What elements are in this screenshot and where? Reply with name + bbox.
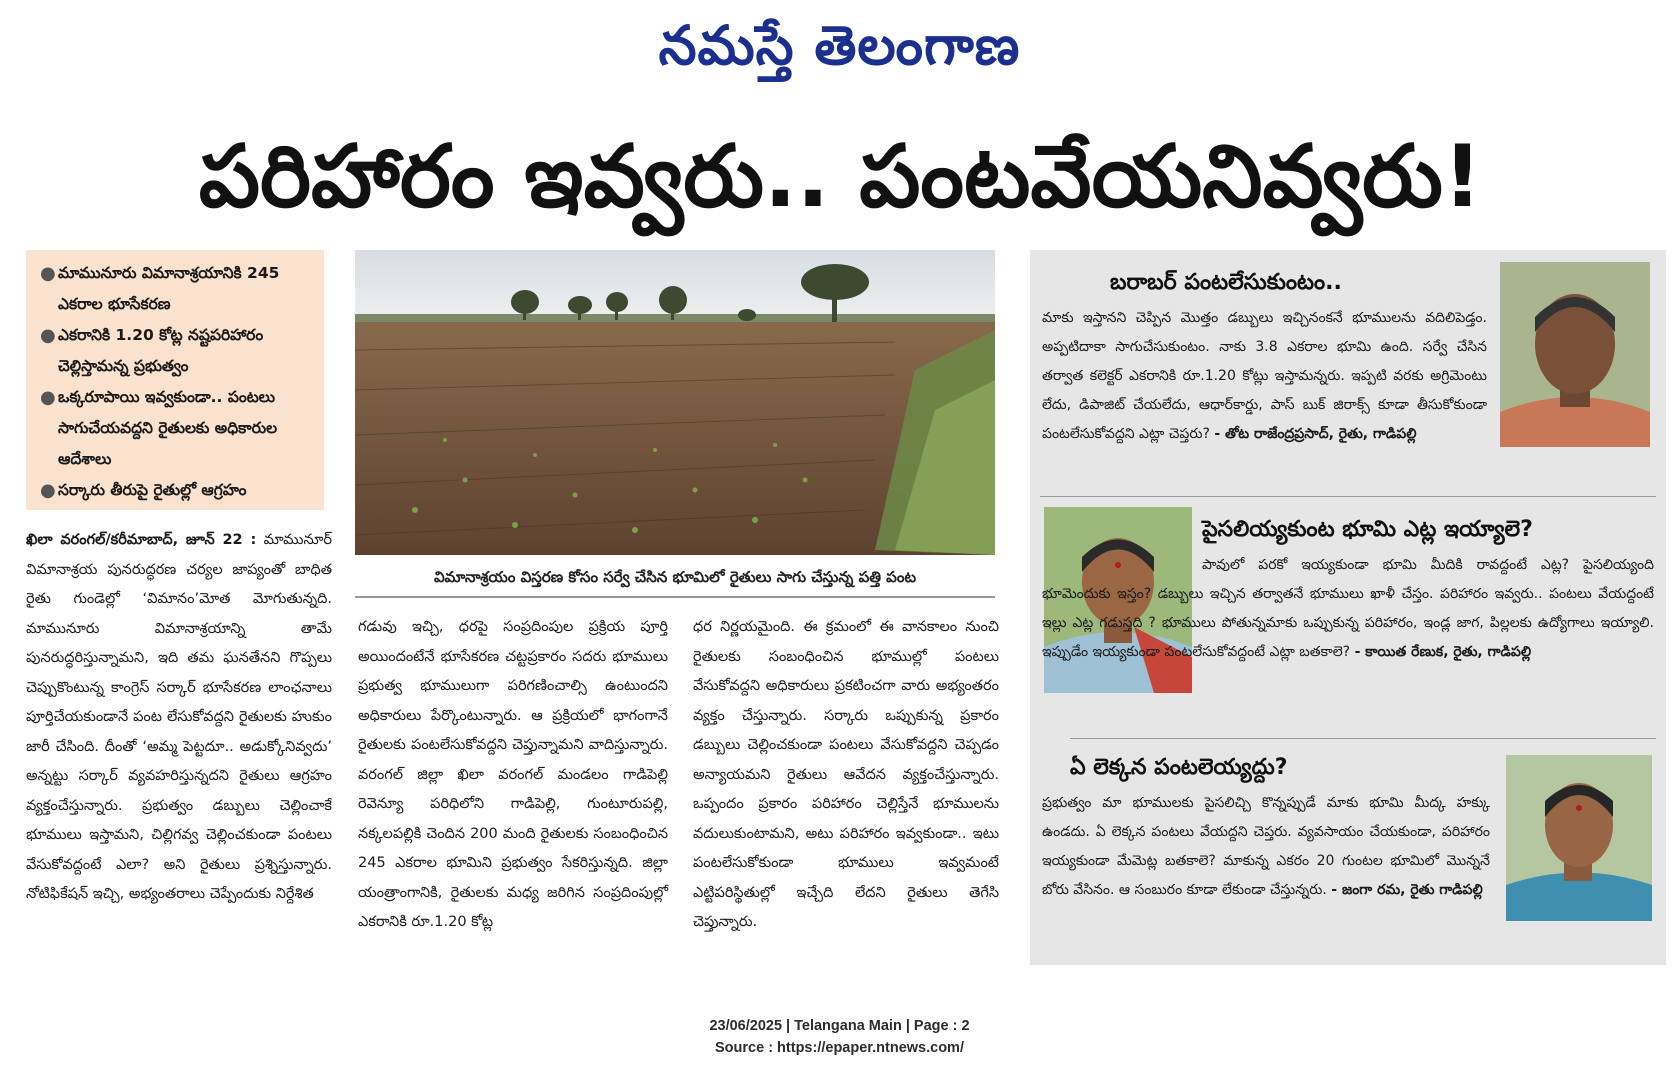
farmer-portrait (1506, 755, 1652, 921)
quote-box (1030, 250, 1666, 495)
quote-title: బరాబర్‌ పంటలేసుకుంటం.. (1110, 270, 1342, 295)
quote-credit: - జంగా రమ, రైతు గాడిపల్లి (1331, 882, 1483, 898)
highlight-item: ● ఎకరానికి 1.20 కోట్ల నష్టపరిహారం చెల్లిస్తామన్న ప్రభుత్వం (36, 320, 314, 382)
quote-credit: - కాయిత రేణుక, రైతు, గాడిపల్లి (1354, 644, 1532, 660)
bullet-icon: ● (40, 325, 56, 346)
footer-source-line: Source : https://epaper.ntnews.com/ (715, 1040, 964, 1056)
portrait-image (1506, 755, 1652, 921)
field-photo-image (355, 250, 995, 555)
field-photo (355, 250, 995, 555)
highlights-box (26, 250, 324, 510)
highlight-item: ● సర్కారు తీరుపై రైతుల్లో ఆగ్రహం (36, 475, 314, 506)
quotes-sidebar (1030, 250, 1666, 965)
highlight-item: ● మామునూరు విమానాశ్రయానికి 245 ఎకరాల భూసేకరణ (36, 258, 314, 320)
quote-title: పైసలియ్యకుంట భూమి ఎట్ల ఇయ్యాలె? (1202, 517, 1533, 542)
quote-title: ఏ లెక్కన పంటలెయ్యద్దు? (1070, 755, 1288, 780)
article-column-2: గడువు ఇచ్చి, ధరపై సంప్రదింపుల ప్రక్రియ పూర్తి అయిందంటేనే భూసేకరణ చట్టప్రకారం సదరు భూములు ప్రభుత్వ భూములుగా పరిగణించాల్సి ఉంటుందని అధికారులు పేర్కొంటున్నారు. ఆ ప్రక్రియలో భాగంగానే రైతులకు పంటలేసుకోవద్దని చెప్తున్నామని వాదిస్తున్నారు. వరంగల్‌ జిల్లా ఖిలా వరంగల్‌ మండలం గాడిపెల్లి రెవెన్యూ పరిధిలోని గాడిపెల్లి, గుంటూరుపల్లి, నక్కలపల్లికి చెందిన 200 మంది రైతులకు సంబంధించిన 245 ఎకరాల భూమిని ప్రభుత్వం సేకరిస్తున్నది. జిల్లా యంత్రాంగానికి, రైతులకు మధ్య జరిగిన సంప్రదింపుల్లో ఎకరానికి రూ.1.20 కోట్ల (358, 619, 668, 930)
farmer-portrait (1500, 262, 1650, 447)
headline: పరిహారం ఇవ్వరు.. పంటవేయనివ్వరు! (198, 127, 1483, 227)
article-text: మామునూర్‌ విమానాశ్రయ పునరుద్ధరణ చర్యల జాప్యంతో బాధిత రైతు గుండెల్లో ‘విమానం’మోత మోగుతున్నది. మామునూరు విమానాశ్రయాన్ని తామే పునరుద్ధరిస్తున్నామని, ఇది తమ ఘనతేనని గొప్పలు చెప్పుకొంటున్న కాంగ్రెస్‌ సర్కార్‌ భూసేకరణ లాంఛనాలు పూర్తిచేయకుండానే పంట లేసుకోవద్దని రైతులకు హుకుం జారీ చేసింది. దీంతో ‘అమ్మ పెట్టదూ.. అడుక్కోనివ్వదు’ అన్నట్టు సర్కార్‌ వ్యవహరిస్తున్నదని రైతులు ఆగ్రహం వ్యక్తంచేస్తున్నారు. ప్రభుత్వం డబ్బులు చెల్లించాకే భూములు ఇస్తామని, చిల్లిగవ్వ చెల్లించకుండా పంటలు వేసుకోవద్దంటే ఎలా? అని రైతులు ప్రశ్నిస్తున్నారు. నోటిఫికేషన్‌ ఇచ్చి, అభ్యంతరాలు చెప్పేందుకు నిర్దేశిత (26, 532, 333, 902)
bullet-icon: ● (40, 263, 56, 284)
article-column-1 (26, 526, 332, 910)
portrait-image (1500, 262, 1650, 447)
quote-box (1030, 497, 1666, 737)
quote-text: పావులో పరకో ఇయ్యకుండా భూమి మీదికి రావద్దంటే ఎట్ల? పైసలియ్యంది భూమెందుకు ఇస్తం? డబ్బులు ఇచ్చిన తర్వాతనే భూములు ఖాళీ చేస్తం. పరిహారం ఇవ్వరు.. పంటలు వేయద్దంటే ఇల్లు ఎట్ల గడుస్తది ? భూములు పోతున్నమాకు ఒప్పుకున్న పరిహారం, ఇండ్ల జాగ, పిల్లలకు ఉద్యోగాలు ఇయ్యాలి. ఇప్పుడేం ఇయ్యకుండా పంటలేసుకోవద్దంటే ఎట్లా బతకాలె? - కాయిత రేణుక, రైతు, గాడిపల్లి (1042, 557, 1654, 660)
masthead-logo: నమస్తే తెలంగాణ (658, 14, 1021, 77)
dateline: ఖిలా వరంగల్‌/కరీమాబాద్‌, జూన్‌ 22 : (26, 532, 257, 548)
bullet-icon: ● (40, 387, 56, 408)
bullet-icon: ● (40, 480, 56, 501)
photo-caption: విమానాశ్రయం విస్తరణ కోసం సర్వే చేసిన భూమిలో రైతులు సాగు చేస్తున్న పత్తి పంట (355, 564, 995, 598)
quote-text: ప్రభుత్వం మా భూములకు పైసలిచ్చి కొన్నప్పుడే మాకు భూమి మీద్క హక్కు ఉండదు. ఏ లెక్కన పంటలు వేయద్దని చెప్తరు. వ్యవసాయం చేయకుండా, పరిహారం ఇయ్యకుండా మేమెట్ల బతకాలె? మాకున్న ఎకరం 20 గుంటల భూమిలో మొన్ననే బోరు వేసినం. ఆ సంబురం కూడా లేకుండా చేస్తున్నరు. - జంగా రమ, రైతు గాడిపల్లి (1042, 795, 1490, 898)
highlight-item: ● ఒక్కరూపాయి ఇవ్వకుండా.. పంటలు సాగుచేయవద్దని రైతులకు అధికారుల ఆదేశాలు (36, 382, 314, 475)
quote-box (1030, 739, 1666, 965)
quote-text: మాకు ఇస్తానని చెప్పిన మొత్తం డబ్బులు ఇచ్చినంకనే భూములను వదిలిపెడ్తం. అప్పటిదాకా సాగుచేసుకుంటం. నాకు 3.8 ఎకరాల భూమి ఉంది. సర్వే చేసిన తర్వాత కలెక్టర్‌ ఎకరానికి రూ.1.20 కోట్లు ఇస్తామన్నరు. ఇప్పటి వరకు అగ్రిమెంటు లేదు, డిపాజిట్‌ చేయలేదు, ఆధార్‌కార్డు, పాస్‌ బుక్‌ జిరాక్స్‌ కూడా తీసుకోకుండా పంటలేసుకోవద్దని ఎట్లా చెప్తరు? - తోట రాజేంద్రప్రసాద్‌, రైతు, గాడిపల్లి (1042, 310, 1487, 442)
quote-credit: - తోట రాజేంద్రప్రసాద్‌, రైతు, గాడిపల్లి (1214, 426, 1417, 442)
footer-date-line: 23/06/2025 | Telangana Main | Page : 2 (709, 1018, 970, 1034)
article-column-3: ధర నిర్ణయమైంది. ఈ క్రమంలో ఈ వానకాలం నుంచి రైతులకు సంబంధించిన భూముల్లో పంటలు వేసుకోవద్దని అధికారులు ప్రకటించగా వారు అభ్యంతరం వ్యక్తం చేస్తున్నారు. సర్కారు ఒప్పుకున్న ప్రకారం డబ్బులు చెల్లించకుండా పంటలు వేసుకోవద్దని చెప్పడం అన్యాయమని రైతులు ఆవేదన వ్యక్తంచేస్తున్నారు. ఒప్పందం ప్రకారం పరిహారం చెల్లిస్తేనే భూములను వదులుకుంటామని, అటు పరిహారం ఇవ్వకుండా.. ఇటు పంటలేసుకోకుండా భూములు ఇవ్వమంటే ఎట్టిపరిస్థితుల్లో ఇచ్చేది లేదని రైతులు తెగేసి చెప్తున్నారు. (693, 619, 999, 930)
